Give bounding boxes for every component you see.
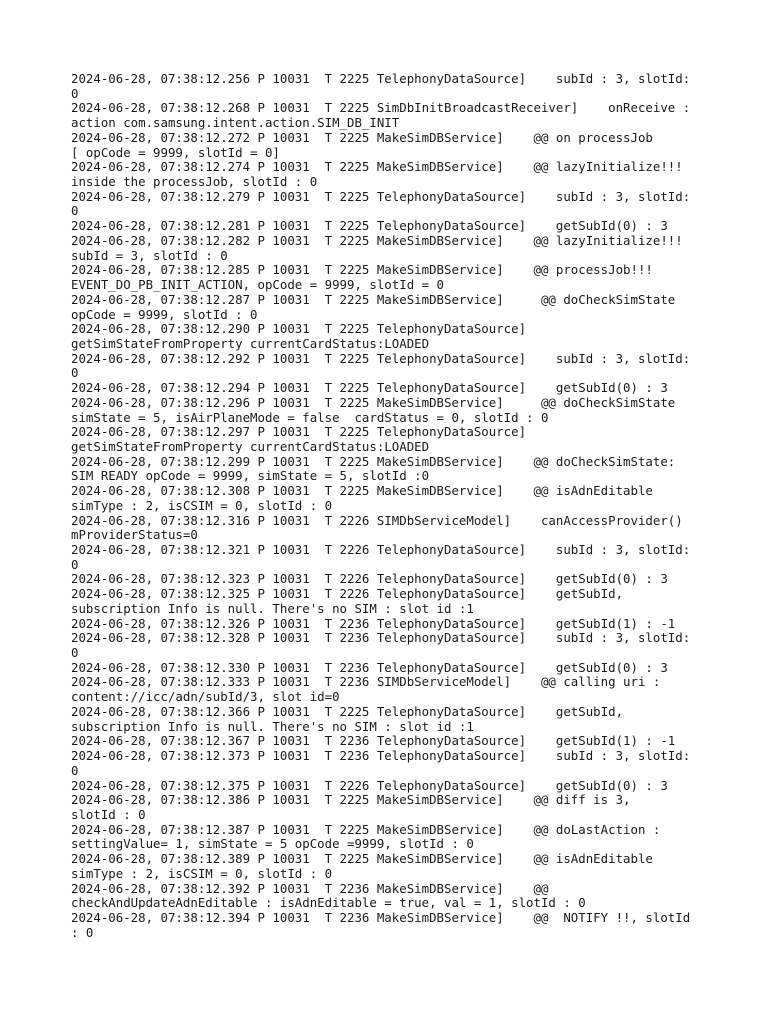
log-line: simType : 2, isCSIM = 0, slotId : 0 — [71, 865, 333, 881]
log-line: 2024-06-28, 07:38:12.285 P 10031 T 2225 MakeSimDBService] @@ processJob!!! — [71, 262, 653, 278]
log-line: 2024-06-28, 07:38:12.279 P 10031 T 2225 TelephonyDataSource] subId : 3, slotId: — [71, 188, 691, 204]
log-line: 2024-06-28, 07:38:12.272 P 10031 T 2225 MakeSimDBService] @@ on processJob — [71, 129, 653, 145]
log-line: 0 — [71, 645, 79, 661]
log-line: inside the processJob, slotId : 0 — [71, 174, 318, 190]
log-text-block — [71, 72, 711, 940]
log-line: 2024-06-28, 07:38:12.389 P 10031 T 2225 MakeSimDBService] @@ isAdnEditable — [71, 851, 653, 867]
log-line: 2024-06-28, 07:38:12.282 P 10031 T 2225 MakeSimDBService] @@ lazyInitialize!!! — [71, 232, 683, 248]
log-line: 2024-06-28, 07:38:12.297 P 10031 T 2225 TelephonyDataSource] — [71, 424, 527, 440]
log-line: 2024-06-28, 07:38:12.290 P 10031 T 2225 TelephonyDataSource] — [71, 321, 527, 337]
log-line: EVENT_DO_PB_INIT_ACTION, opCode = 9999, slotId = 0 — [71, 277, 444, 293]
log-line: 0 — [71, 762, 79, 778]
log-line: [ opCode = 9999, slotId = 0] — [71, 144, 280, 160]
log-line: 2024-06-28, 07:38:12.392 P 10031 T 2236 MakeSimDBService] @@ — [71, 880, 549, 896]
log-line: 2024-06-28, 07:38:12.299 P 10031 T 2225 MakeSimDBService] @@ doCheckSimState: — [71, 453, 676, 469]
log-line: getSimStateFromProperty currentCardStatus:LOADED — [71, 335, 430, 351]
log-line: 2024-06-28, 07:38:12.316 P 10031 T 2226 SIMDbServiceModel] canAccessProvider() — [71, 512, 683, 528]
log-line: 2024-06-28, 07:38:12.333 P 10031 T 2236 SIMDbServiceModel] @@ calling uri : — [71, 674, 661, 690]
log-line: settingValue= 1, simState = 5 opCode =9999, slotId : 0 — [71, 836, 474, 852]
log-line: 2024-06-28, 07:38:12.325 P 10031 T 2226 TelephonyDataSource] getSubId, — [71, 586, 624, 602]
log-line: 2024-06-28, 07:38:12.375 P 10031 T 2226 TelephonyDataSource] getSubId(0) : 3 — [71, 777, 668, 793]
log-line: 2024-06-28, 07:38:12.386 P 10031 T 2225 MakeSimDBService] @@ diff is 3, — [71, 792, 631, 808]
log-line: 0 — [71, 365, 79, 381]
log-line: slotId : 0 — [71, 806, 146, 822]
log-line: 2024-06-28, 07:38:12.308 P 10031 T 2225 MakeSimDBService] @@ isAdnEditable — [71, 483, 653, 499]
log-line: 0 — [71, 85, 79, 101]
log-line: 2024-06-28, 07:38:12.256 P 10031 T 2225 TelephonyDataSource] subId : 3, slotId: — [71, 71, 691, 86]
log-line: 2024-06-28, 07:38:12.274 P 10031 T 2225 MakeSimDBService] @@ lazyInitialize!!! — [71, 159, 683, 175]
log-line: 2024-06-28, 07:38:12.292 P 10031 T 2225 TelephonyDataSource] subId : 3, slotId: — [71, 350, 691, 366]
log-line: 2024-06-28, 07:38:12.330 P 10031 T 2236 TelephonyDataSource] getSubId(0) : 3 — [71, 659, 668, 675]
log-line: 2024-06-28, 07:38:12.294 P 10031 T 2225 TelephonyDataSource] getSubId(0) : 3 — [71, 380, 668, 396]
log-line: 2024-06-28, 07:38:12.321 P 10031 T 2226 TelephonyDataSource] subId : 3, slotId: — [71, 542, 691, 557]
log-line: mProviderStatus=0 — [71, 527, 198, 543]
log-line: 2024-06-28, 07:38:12.328 P 10031 T 2236 TelephonyDataSource] subId : 3, slotId: — [71, 630, 691, 646]
log-line: content://icc/adn/subId/3, slot id=0 — [71, 689, 340, 705]
log-line: SIM READY opCode = 9999, simState = 5, slotId :0 — [71, 468, 430, 484]
log-line: subscription Info is null. There's no SIM : slot id :1 — [71, 718, 474, 734]
log-line: 2024-06-28, 07:38:12.281 P 10031 T 2225 TelephonyDataSource] getSubId(0) : 3 — [71, 218, 668, 234]
log-line: 2024-06-28, 07:38:12.287 P 10031 T 2225 MakeSimDBService] @@ doCheckSimState — [71, 291, 676, 307]
log-line: : 0 — [71, 924, 94, 940]
log-line: 0 — [71, 203, 79, 219]
log-line: action com.samsung.intent.action.SIM_DB_INIT — [71, 115, 400, 131]
log-line: subscription Info is null. There's no SIM : slot id :1 — [71, 600, 474, 616]
log-line: simType : 2, isCSIM = 0, slotId : 0 — [71, 497, 333, 513]
log-line: getSimStateFromProperty currentCardStatus:LOADED — [71, 438, 430, 454]
log-line: 0 — [71, 556, 79, 572]
log-line: opCode = 9999, slotId : 0 — [71, 306, 258, 322]
log-line: 2024-06-28, 07:38:12.323 P 10031 T 2226 TelephonyDataSource] getSubId(0) : 3 — [71, 571, 668, 587]
log-line: 2024-06-28, 07:38:12.366 P 10031 T 2225 TelephonyDataSource] getSubId, — [71, 703, 624, 719]
log-line: subId = 3, slotId : 0 — [71, 247, 228, 263]
log-line: 2024-06-28, 07:38:12.296 P 10031 T 2225 MakeSimDBService] @@ doCheckSimState — [71, 394, 676, 410]
log-line: 2024-06-28, 07:38:12.268 P 10031 T 2225 SimDbInitBroadcastReceiver] onReceive : — [71, 100, 691, 116]
log-line: 2024-06-28, 07:38:12.373 P 10031 T 2236 TelephonyDataSource] subId : 3, slotId: — [71, 748, 691, 764]
log-line: 2024-06-28, 07:38:12.326 P 10031 T 2236 TelephonyDataSource] getSubId(1) : -1 — [71, 615, 676, 631]
log-line: 2024-06-28, 07:38:12.367 P 10031 T 2236 TelephonyDataSource] getSubId(1) : -1 — [71, 733, 676, 749]
log-line: 2024-06-28, 07:38:12.387 P 10031 T 2225 MakeSimDBService] @@ doLastAction : — [71, 821, 661, 837]
log-line: checkAndUpdateAdnEditable : isAdnEditable = true, val = 1, slotId : 0 — [71, 895, 586, 911]
log-line: simState = 5, isAirPlaneMode = false cardStatus = 0, slotId : 0 — [71, 409, 549, 425]
log-line: 2024-06-28, 07:38:12.394 P 10031 T 2236 MakeSimDBService] @@ NOTIFY !!, slotId — [71, 909, 691, 925]
